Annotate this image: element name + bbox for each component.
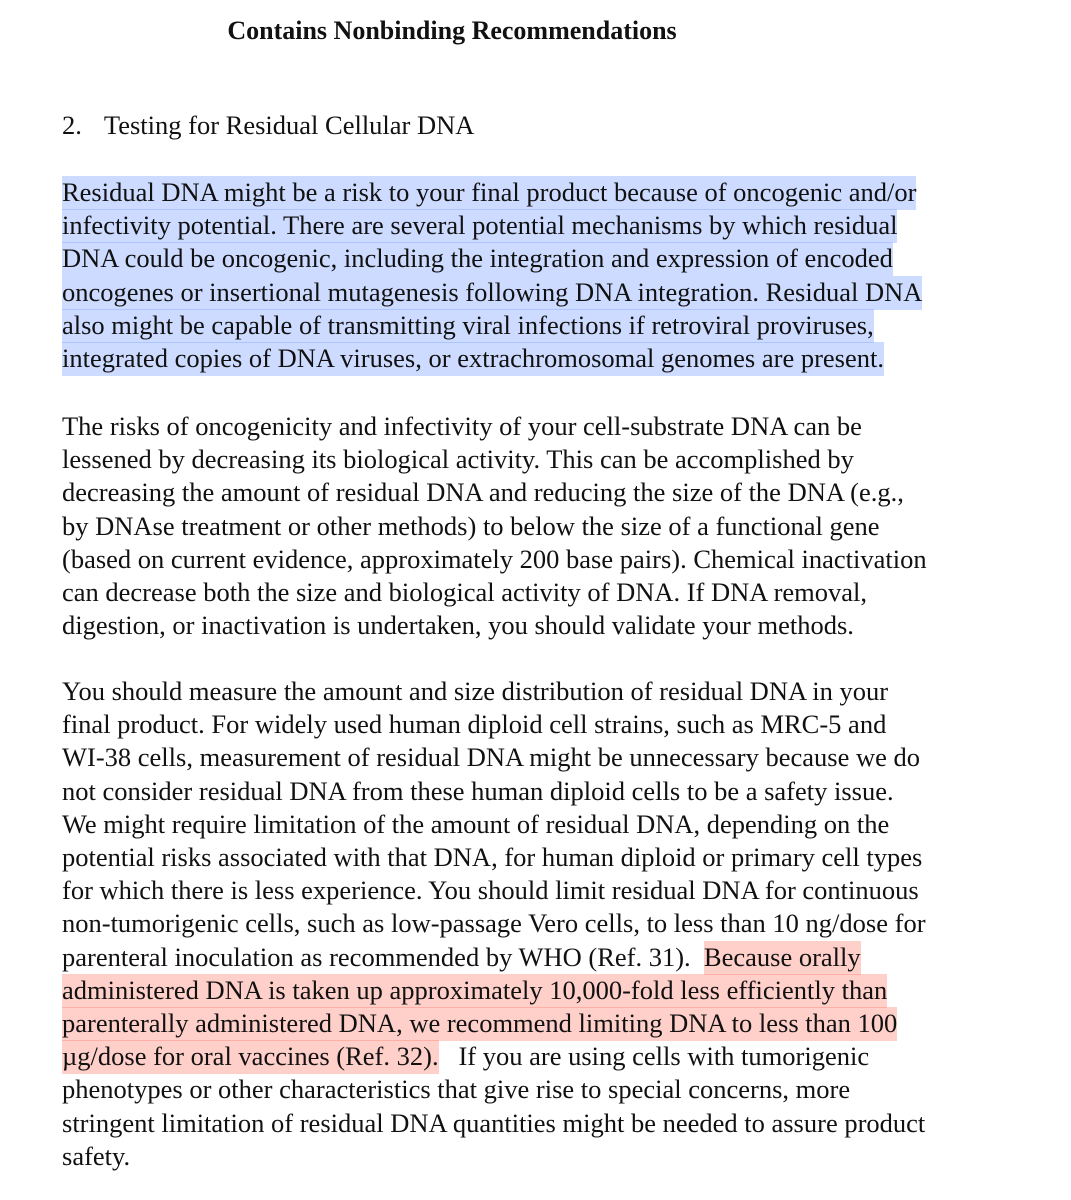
blue-highlight: integrated copies of DNA viruses, or extrachromosomal genomes are present. [62,342,884,376]
paragraph-line: We might require limitation of the amount of residual DNA, depending on the [62,808,890,839]
paragraph-line [62,1040,926,1073]
blue-highlight: oncogenes or insertional mutagenesis following DNA integration. Residual DNA [62,276,922,310]
paragraph-residual-dna-risk [62,176,922,375]
red-highlight: parenterally administered DNA, we recommend limiting DNA to less than 100 [62,1007,897,1041]
blue-highlight: Residual DNA might be a risk to your final product because of oncogenic and/or [62,176,916,210]
paragraph-line [62,1007,926,1040]
section-number: 2. [62,110,82,140]
paragraph-line: digestion, or inactivation is undertaken, you should validate your methods. [62,610,854,641]
paragraph-line [62,276,922,309]
section-title: Testing for Residual Cellular DNA [103,110,475,140]
paragraph-line: stringent limitation of residual DNA quantities might be needed to assure product [62,1107,926,1138]
paragraph-line: not consider residual DNA from these human diploid cells to be a safety issue. [62,775,894,806]
blue-highlight: also might be capable of transmitting viral infections if retroviral proviruses, [62,309,874,343]
line-text: If you are using cells with tumorigenic [438,1041,870,1072]
paragraph-line [62,309,922,342]
paragraph-line: phenotypes or other characteristics that give rise to special concerns, more [62,1074,851,1105]
red-highlight: µg/dose for oral vaccines (Ref. 32). [62,1040,439,1074]
red-highlight: Because orally [704,941,861,975]
section-heading [62,110,474,141]
paragraph-line [62,941,926,974]
paragraph-line: You should measure the amount and size distribution of residual DNA in your [62,676,889,706]
paragraph-line: decreasing the amount of residual DNA and reducing the size of the DNA (e.g., [62,477,904,508]
paragraph-line: can decrease both the size and biological activity of DNA. If DNA removal, [62,577,868,608]
paragraph-line [62,342,922,375]
page-header: Contains Nonbinding Recommendations [227,16,677,45]
paragraph-oncogenicity-risks [62,410,927,642]
paragraph-line: safety. [62,1140,131,1171]
paragraph-line: for which there is less experience. You should limit residual DNA for continuous [62,875,919,906]
paragraph-line: lessened by decreasing its biological activity. This can be accomplished by [62,444,854,475]
line-text: parenteral inoculation as recommended by WHO (Ref. 31). [62,941,704,972]
paragraph-line: by DNAse treatment or other methods) to below the size of a functional gene [62,510,880,541]
paragraph-line [62,242,922,275]
paragraph-line: The risks of oncogenicity and infectivity of your cell-substrate DNA can be [62,411,862,441]
paragraph-line: final product. For widely used human diploid cell strains, such as MRC-5 and [62,709,887,740]
paragraph-line: non-tumorigenic cells, such as low-passage Vero cells, to less than 10 ng/dose for [62,908,926,939]
paragraph-line [62,974,926,1007]
blue-highlight: infectivity potential. There are several potential mechanisms by which residual [62,209,897,243]
red-highlight: administered DNA is taken up approximately 10,000-fold less efficiently than [62,974,887,1008]
paragraph-line: potential risks associated with that DNA, for human diploid or primary cell types [62,842,923,873]
paragraph-measure-residual-dna [62,675,926,1173]
blue-highlight: DNA could be oncogenic, including the integration and expression of encoded [62,242,893,276]
paragraph-line [62,176,922,209]
paragraph-line: WI-38 cells, measurement of residual DNA might be unnecessary because we do [62,742,921,773]
paragraph-line [62,209,922,242]
paragraph-line: (based on current evidence, approximately 200 base pairs). Chemical inactivation [62,543,927,574]
